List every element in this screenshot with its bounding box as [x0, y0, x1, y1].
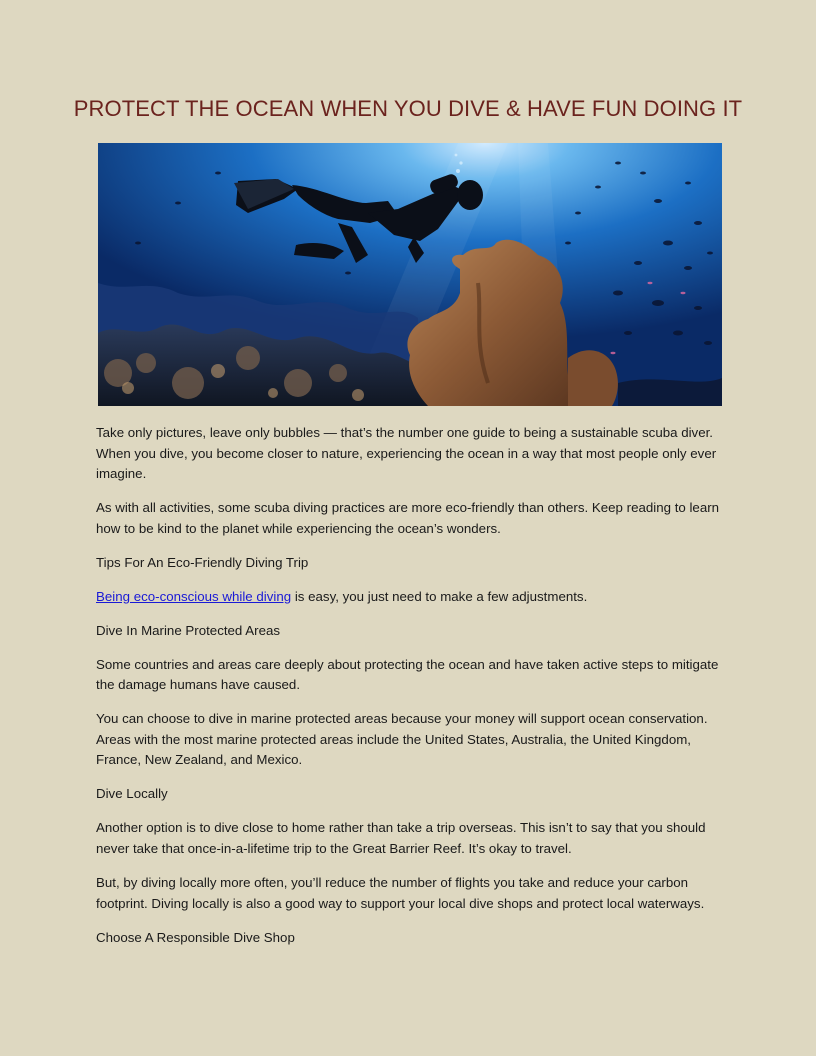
paragraph: Another option is to dive close to home rather than take a trip overseas. This isn’t to say that you should never take that once-in-a-lifetime trip to the Great Barrier Reef. It’s okay to travel. — [96, 820, 706, 857]
section-heading-shop: Choose A Responsible Dive Shop — [96, 929, 295, 945]
paragraph: You can choose to dive in marine protected areas because your money will support ocean conservation. Areas with the most marine protected areas include the United States, Australia, the United Kingdom, France, New Zealand, and Mexico. — [96, 711, 708, 768]
article-body — [96, 423, 722, 962]
page-title: PROTECT THE OCEAN WHEN YOU DIVE & HAVE FUN DOING IT — [73, 96, 743, 121]
paragraph-text: is easy, you just need to make a few adjustments. — [291, 588, 588, 604]
section-heading-tips: Tips For An Eco-Friendly Diving Trip — [96, 554, 309, 570]
paragraph: Some countries and areas care deeply about protecting the ocean and have taken active steps to mitigate the damage humans have caused. — [96, 656, 719, 693]
intro-paragraph: Take only pictures, leave only bubbles — that’s the number one guide to being a sustainable scuba diver. When you dive, you become closer to nature, experiencing the ocean in a way that most people only ever imagine. — [96, 425, 717, 482]
hero-image — [98, 143, 722, 406]
scuba-diver-reef-photo — [98, 143, 722, 406]
eco-conscious-link[interactable]: Being eco-conscious while diving — [96, 588, 292, 604]
section-heading-marine: Dive In Marine Protected Areas — [96, 622, 281, 638]
paragraph-with-link — [96, 587, 722, 608]
section-heading-local: Dive Locally — [96, 786, 168, 802]
paragraph: But, by diving locally more often, you’ll reduce the number of flights you take and reduce your carbon footprint. Diving locally is also a good way to support your local dive shops and protect local waterways. — [96, 875, 705, 911]
paragraph: As with all activities, some scuba diving practices are more eco-friendly than others. Keep reading to learn how to be kind to the planet while experiencing the ocean’s wonders. — [96, 500, 720, 536]
